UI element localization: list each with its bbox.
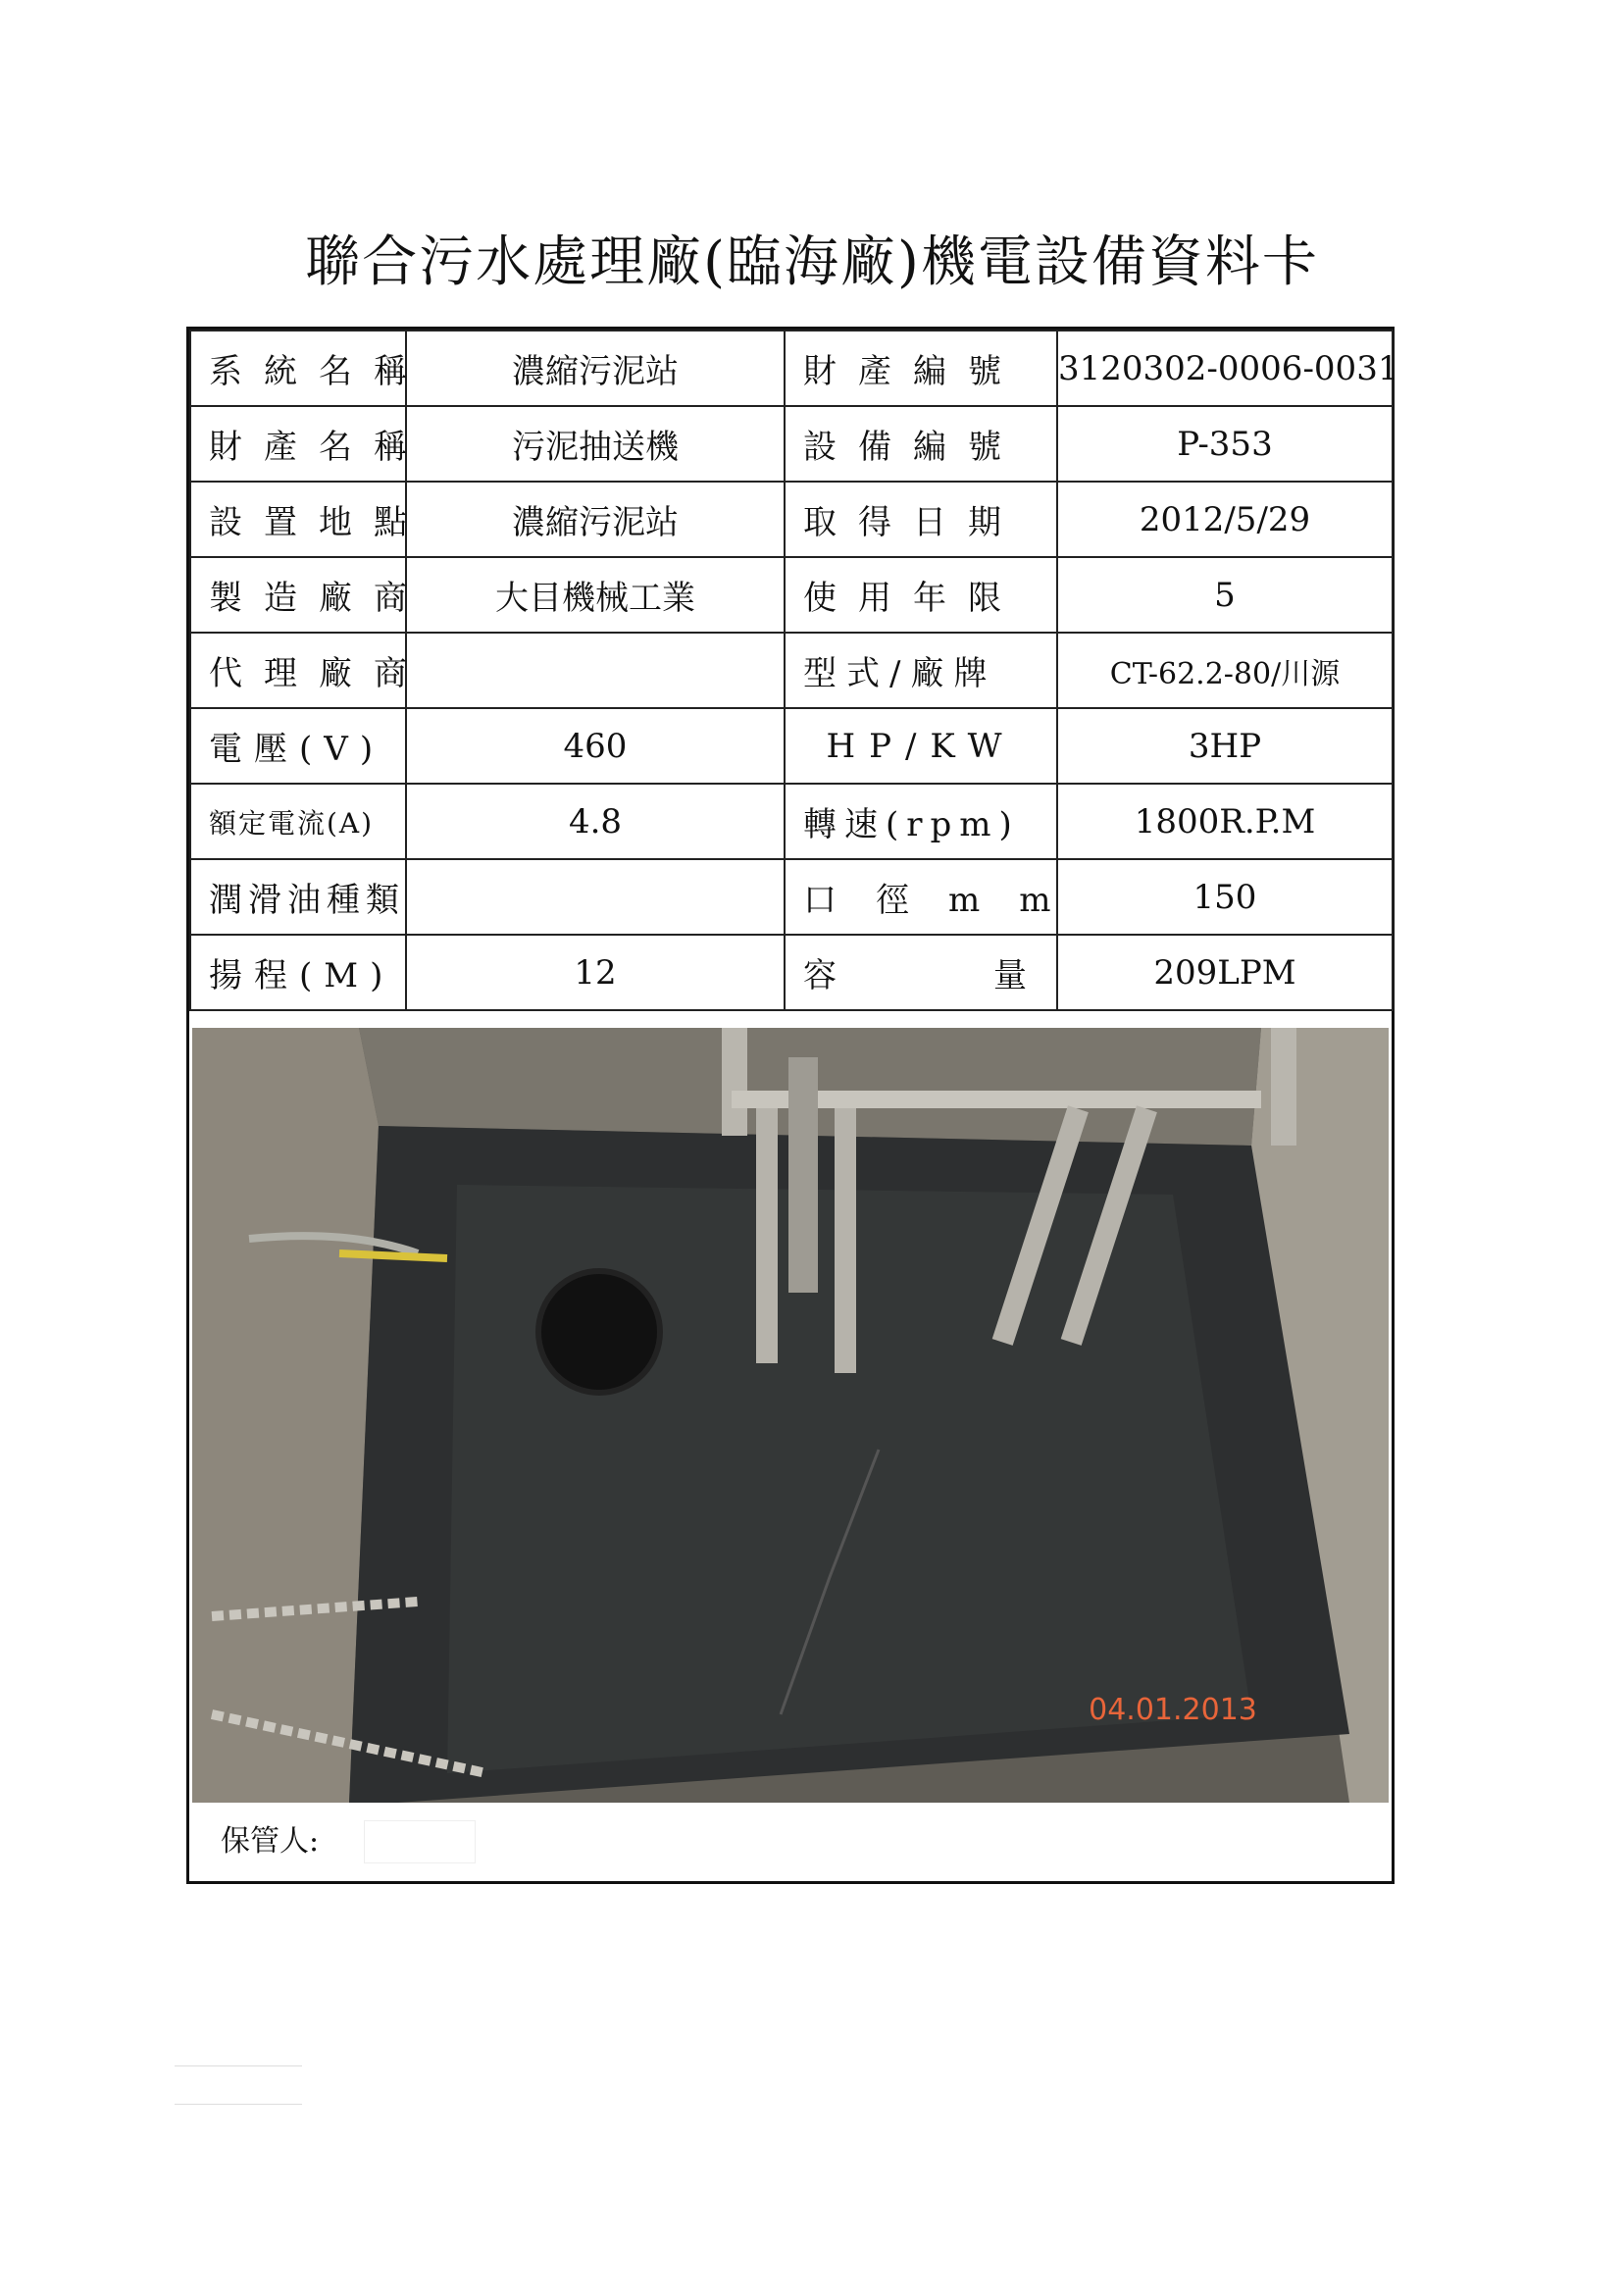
- field-value: 5: [1057, 557, 1393, 633]
- field-label: 額定電流(A): [190, 784, 406, 859]
- card-title: 聯合污水處理廠(臨海廠)機電設備資料卡: [305, 230, 1319, 294]
- keeper-field: [364, 1820, 476, 1863]
- field-label: 製造廠商: [190, 557, 406, 633]
- blank-stamp: [175, 2065, 302, 2105]
- field-label: 口徑mm: [785, 859, 1057, 935]
- field-value: 3HP: [1057, 708, 1393, 784]
- field-label: 潤滑油種類: [190, 859, 406, 935]
- table-row: [190, 331, 1393, 406]
- photo-date-stamp: 04.01.2013: [1089, 1693, 1257, 1727]
- field-label: 電壓(V): [190, 708, 406, 784]
- field-label: 型式/廠牌: [785, 633, 1057, 708]
- field-label: 揚程(M): [190, 935, 406, 1010]
- field-label: 設置地點: [190, 482, 406, 557]
- field-value: 濃縮污泥站: [406, 331, 785, 406]
- table-row: [190, 935, 1393, 1010]
- field-value: 1800R.P.M: [1057, 784, 1393, 859]
- field-label: 代理廠商: [190, 633, 406, 708]
- table-row: [190, 859, 1393, 935]
- field-value: 2012/5/29: [1057, 482, 1393, 557]
- field-value: 460: [406, 708, 785, 784]
- field-label: 財產編號: [785, 331, 1057, 406]
- field-value: 3120302-0006-0031: [1057, 331, 1393, 406]
- table-row: [190, 557, 1393, 633]
- table-row: [190, 784, 1393, 859]
- field-value: 濃縮污泥站: [406, 482, 785, 557]
- field-value: 大目機械工業: [406, 557, 785, 633]
- field-label: 系統名稱: [190, 331, 406, 406]
- table-row: [190, 633, 1393, 708]
- field-value: P-353: [1057, 406, 1393, 482]
- field-value: CT-62.2-80/川源: [1057, 633, 1393, 708]
- field-value: [406, 859, 785, 935]
- field-label: 使用年限: [785, 557, 1057, 633]
- table-row: [190, 708, 1393, 784]
- field-label: 轉速(rpm): [785, 784, 1057, 859]
- field-value: 4.8: [406, 784, 785, 859]
- table-row: [190, 406, 1393, 482]
- field-value: 12: [406, 935, 785, 1010]
- field-label: HP/KW: [785, 708, 1057, 784]
- field-label: 財產名稱: [190, 406, 406, 482]
- spec-table: [189, 330, 1399, 1011]
- field-value: 150: [1057, 859, 1393, 935]
- equipment-photo: [192, 1028, 1389, 1803]
- equipment-card: [186, 327, 1399, 1884]
- field-label: 容量: [785, 935, 1057, 1010]
- field-value: [406, 633, 785, 708]
- field-value: 209LPM: [1057, 935, 1393, 1010]
- field-label: 取得日期: [785, 482, 1057, 557]
- keeper-label: 保管人:: [221, 1824, 320, 1859]
- field-label: 設備編號: [785, 406, 1057, 482]
- field-value: 污泥抽送機: [406, 406, 785, 482]
- table-row: [190, 482, 1393, 557]
